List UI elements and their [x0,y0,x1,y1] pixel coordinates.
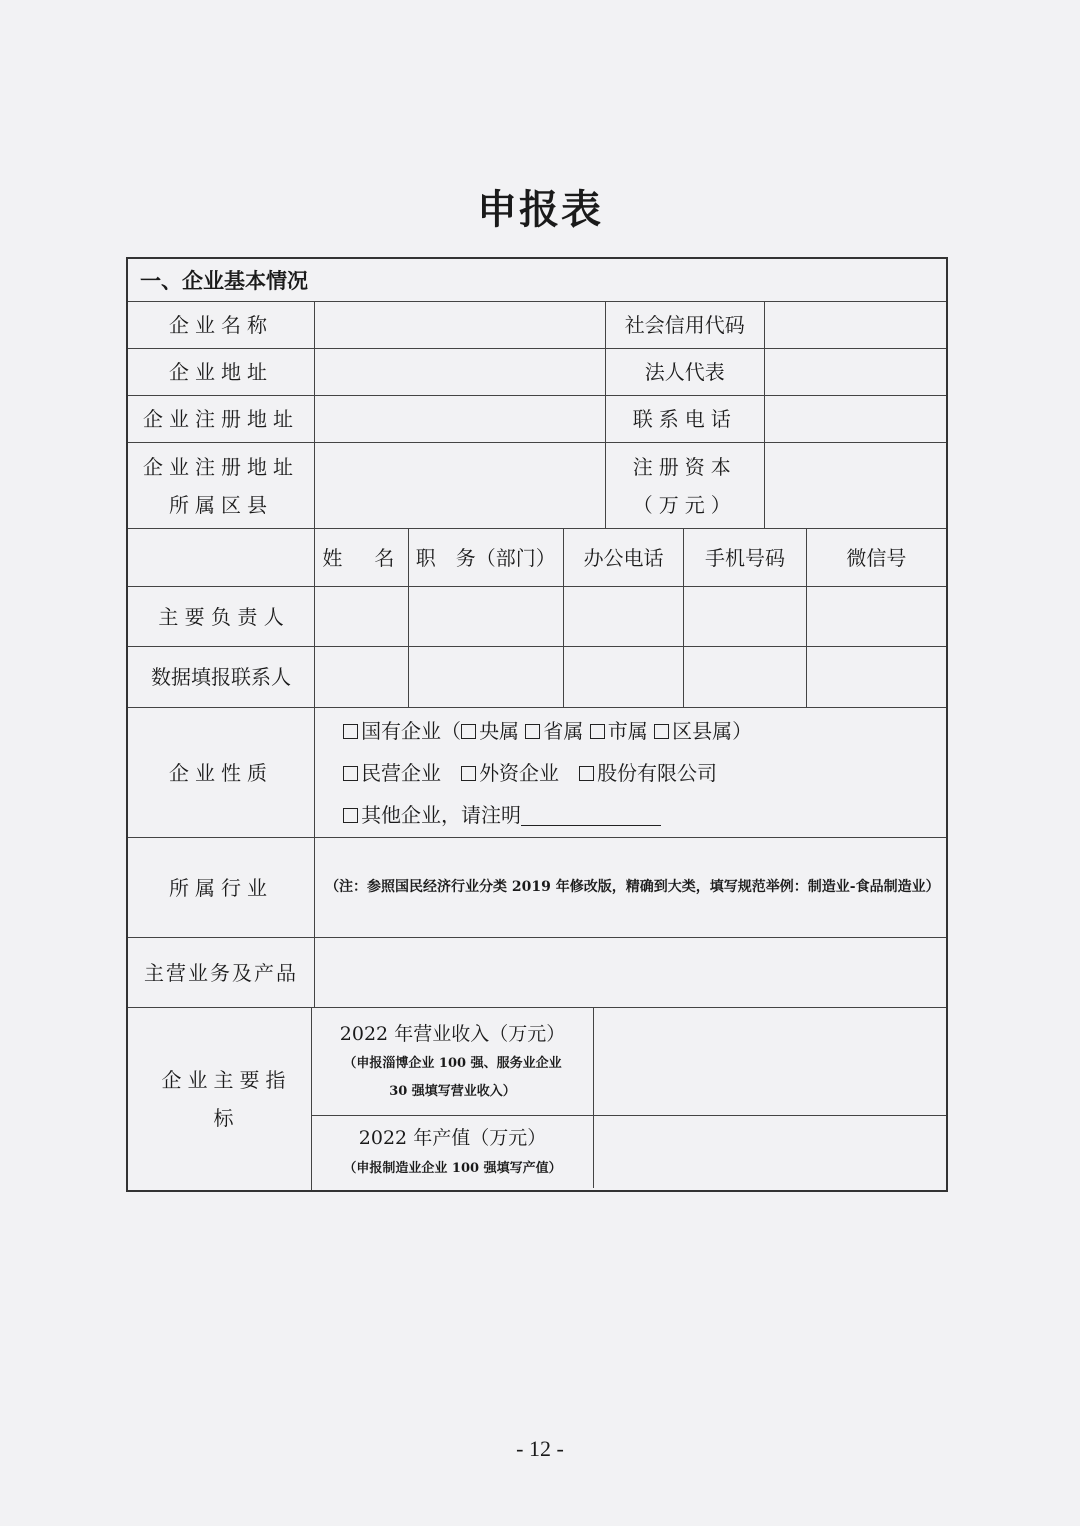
nature-options [315,708,946,838]
nature-line-3 [343,794,661,836]
company-name-field[interactable] [315,302,606,349]
row-label-data-contact: 数据填报联系人 [128,647,315,708]
row-reg-address [128,396,946,443]
capital-label [606,443,765,529]
company-address-label: 企业地址 [128,349,315,396]
header-name: 姓 名 [315,529,409,587]
principal-wechat-field[interactable] [807,587,946,647]
option-state-owned: 国有企业（ [361,718,462,743]
row-metrics [128,1008,946,1190]
option-joint-stock: 股份有限公司 [597,760,718,785]
reg-address-label: 企业注册地址 [128,396,315,443]
nature-line-2 [343,752,717,794]
revenue-note-line1: （申报淄博企业 100 强、服务业企业 [343,1056,562,1072]
legal-rep-label: 法人代表 [606,349,765,396]
row-address [128,349,946,396]
principal-position-field[interactable] [409,587,564,647]
section-heading: 一、企业基本情况 [128,259,946,302]
other-specify-field[interactable] [521,807,661,826]
principal-office-phone-field[interactable] [564,587,684,647]
contact-name-field[interactable] [315,647,409,708]
capital-label-line1: 注册资本 [632,454,737,479]
industry-label: 所属行业 [128,838,315,938]
revenue-label [312,1008,594,1115]
capital-label-line2: （万元） [632,492,737,517]
principal-name-field[interactable] [315,587,409,647]
contact-wechat-field[interactable] [807,647,946,708]
option-foreign: 外资企业 [479,760,580,785]
checkbox-state-owned[interactable] [343,724,358,739]
revenue-field[interactable] [594,1008,946,1115]
industry-note[interactable]: （注：参照国民经济行业分类 2019 年修改版，精确到大类，填写规范举例：制造业-食品制造业） [315,838,946,938]
row-business [128,938,946,1008]
application-form [126,257,948,1192]
row-nature [128,708,946,838]
checkbox-joint-stock[interactable] [579,766,594,781]
contacts-corner [128,529,315,587]
business-label: 主营业务及产品 [128,938,315,1008]
checkbox-other[interactable] [343,808,358,823]
contact-office-phone-field[interactable] [564,647,684,708]
metrics-label-line1: 企业主要指 [161,1068,292,1092]
business-field[interactable] [315,938,946,1008]
principal-mobile-field[interactable] [684,587,806,647]
revenue-row [312,1008,946,1116]
option-provincial: 省属 [543,718,590,743]
option-central: 央属 [479,718,526,743]
reg-address-field[interactable] [315,396,606,443]
reg-district-field[interactable] [315,443,606,529]
metrics-values [312,1008,946,1190]
row-industry [128,838,946,938]
checkbox-provincial[interactable] [525,724,540,739]
metrics-label [128,1008,312,1190]
legal-rep-field[interactable] [765,349,946,396]
checkbox-private[interactable] [343,766,358,781]
reg-district-label-line2: 所属区县 [169,492,274,517]
contact-mobile-field[interactable] [684,647,806,708]
contacts-row [128,587,946,647]
header-mobile: 手机号码 [684,529,806,587]
company-address-field[interactable] [315,349,606,396]
output-note: （申报制造业企业 100 强填写产值） [343,1160,562,1176]
metrics-label-line2: 标 [213,1106,240,1130]
contact-position-field[interactable] [409,647,564,708]
credit-code-label: 社会信用代码 [606,302,765,349]
contacts-header-row [128,529,946,587]
option-private: 民营企业 [361,760,462,785]
option-municipal: 市属 [607,718,655,743]
output-label [312,1116,594,1188]
revenue-title: 2022 年营业收入（万元） [339,1023,566,1046]
option-county: 区县属） [672,718,753,743]
row-district [128,443,946,529]
phone-label: 联系电话 [606,396,765,443]
option-other: 其他企业，请注明 [361,802,522,827]
output-title: 2022 年产值（万元） [358,1127,547,1150]
contacts-row [128,647,946,708]
nature-label: 企业性质 [128,708,315,838]
revenue-note-line2: 30 强填写营业收入） [389,1083,516,1099]
header-wechat: 微信号 [807,529,946,587]
phone-field[interactable] [765,396,946,443]
row-label-principal: 主 要 负 责 人 [128,587,315,647]
company-name-label: 企业名称 [128,302,315,349]
output-field[interactable] [594,1116,946,1188]
header-office-phone: 办公电话 [564,529,684,587]
page-number: - 12 - [516,1436,564,1461]
checkbox-county[interactable] [654,724,669,739]
checkbox-municipal[interactable] [590,724,605,739]
checkbox-foreign[interactable] [461,766,476,781]
output-row [312,1116,946,1188]
reg-district-label-line1: 企业注册地址 [143,454,300,479]
nature-line-1 [343,710,752,752]
row-company-name [128,302,946,349]
credit-code-field[interactable] [765,302,946,349]
capital-field[interactable] [765,443,946,529]
header-position: 职 务（部门） [409,529,564,587]
reg-district-label [128,443,315,529]
page-title: 申报表 [477,187,603,233]
checkbox-central[interactable] [461,724,476,739]
